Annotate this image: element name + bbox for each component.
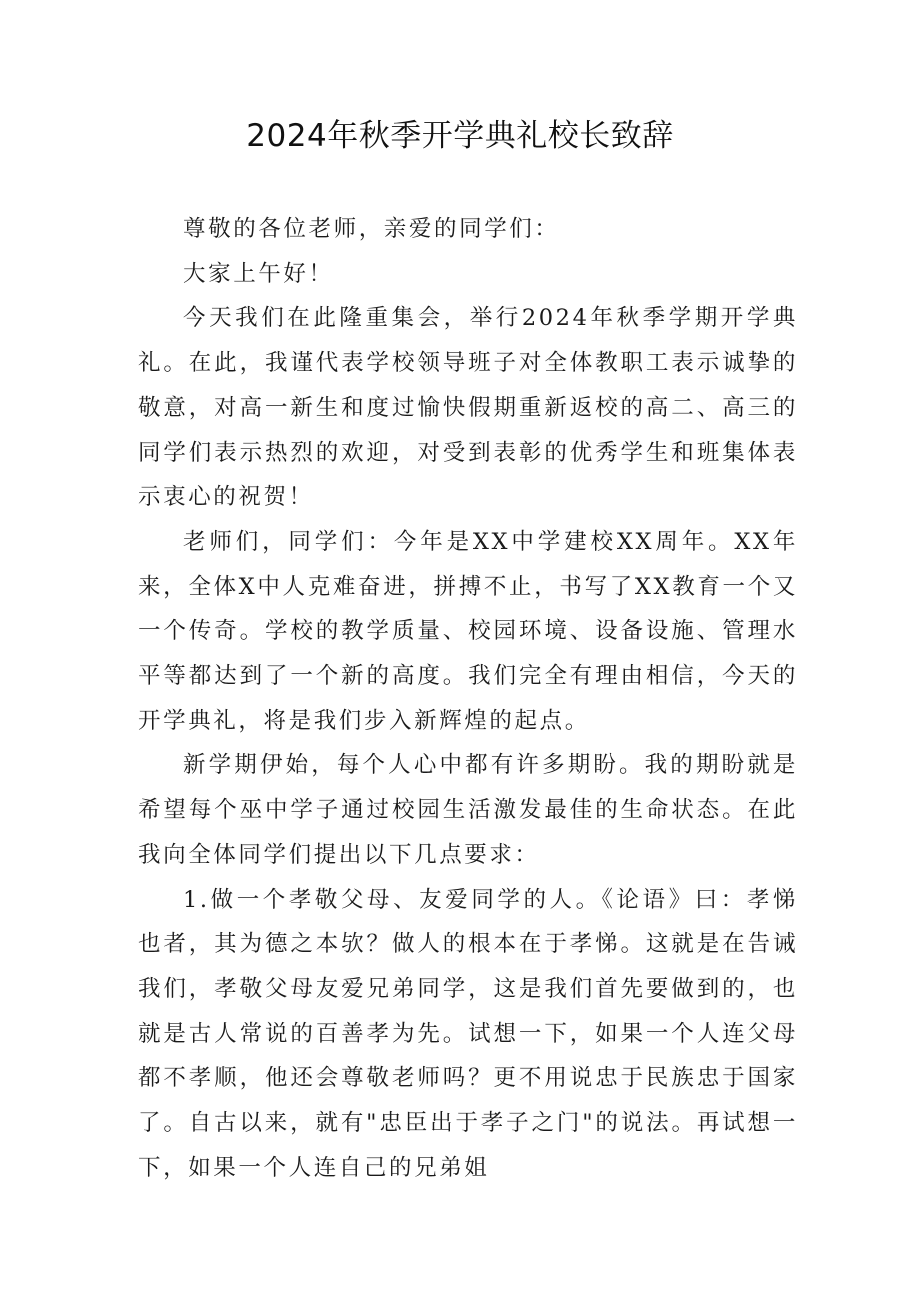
expectation-paragraph: 新学期伊始，每个人心中都有许多期盼。我的期盼就是希望每个巫中学子通过校园生活激发最佳的生命状态。在此我向全体同学们提出以下几点要求： <box>138 752 798 868</box>
school-history-paragraph: 老师们，同学们：今年是XX中学建校XX周年。XX年来，全体X中人克难奋进，拼搏不止，书写了XX教育一个又一个传奇。学校的教学质量、校园环境、设备设施、管理水平等都达到了一个新的高度。我们完全有理由相信，今天的开学典礼，将是我们步入新辉煌的起点。 <box>138 528 798 734</box>
welcome-paragraph: 今天我们在此隆重集会，举行2024年秋季学期开学典礼。在此，我谨代表学校领导班子对全体教职工表示诚挚的敬意，对高一新生和度过愉快假期重新返校的高二、高三的同学们表示热烈的欢迎，对受到表彰的优秀学生和班集体表示衷心的祝贺！ <box>138 305 798 511</box>
greeting-paragraph: 大家上午好！ <box>183 260 334 287</box>
document-body <box>138 207 798 1190</box>
salutation-paragraph: 尊敬的各位老师，亲爱的同学们： <box>183 216 560 242</box>
requirement-one-paragraph: 1.做一个孝敬父母、友爱同学的人。《论语》曰：孝悌也者，其为德之本欤？做人的根本在于孝悌。这就是在告诫我们，孝敬父母友爱兄弟同学，这是我们首先要做到的，也就是古人常说的百善孝为先。试想一下，如果一个人连父母都不孝顺，他还会尊敬老师吗？更不用说忠于民族忠于国家了。自古以来，就有"忠臣出于孝子之门"的说法。再试想一下，如果一个人连自己的兄弟姐 <box>138 886 798 1181</box>
document-title: 2024年秋季开学典礼校长致辞 <box>246 118 674 154</box>
